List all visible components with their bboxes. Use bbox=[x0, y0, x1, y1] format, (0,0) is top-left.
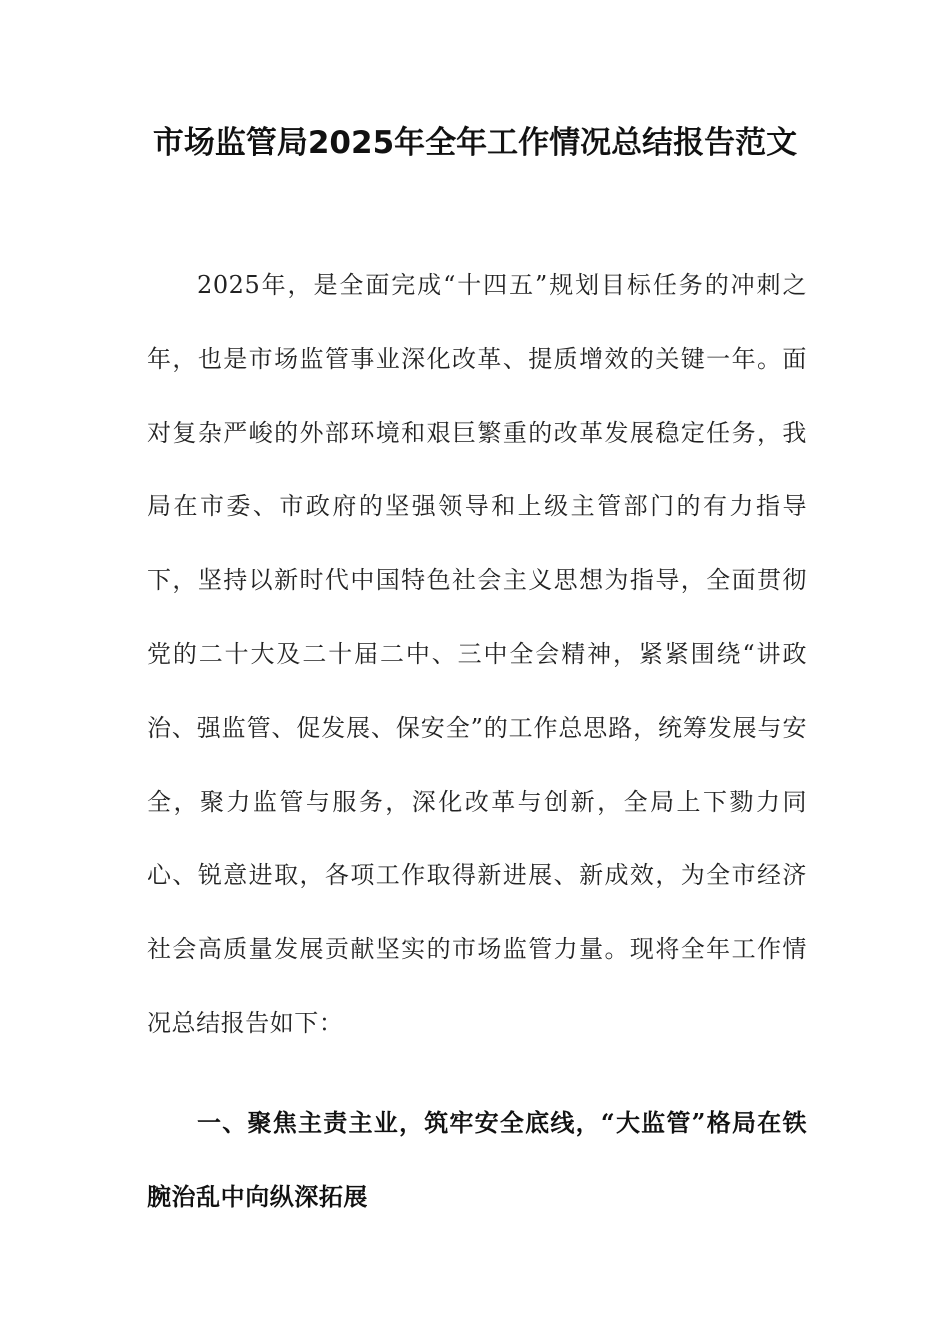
document-title: 市场监管局2025年全年工作情况总结报告范文 bbox=[152, 125, 798, 161]
intro-paragraph: 2025年，是全面完成“十四五”规划目标任务的冲刺之年，也是市场监管事业深化改革、提质增效的关键一年。面对复杂严峻的外部环境和艰巨繁重的改革发展稳定任务，我局在市委、市政府的坚强领导和上级主管部门的有力指导下，坚持以新时代中国特色社会主义思想为指导，全面贯彻党的二十大及二十届二中、三中全会精神，紧紧围绕“讲政治、强监管、促发展、保安全”的工作总思路，统筹发展与安全，聚力监管与服务，深化改革与创新，全局上下勠力同心、锐意进取，各项工作取得新进展、新成效，为全市经济社会高质量发展贡献坚实的市场监管力量。现将全年工作情况总结报告如下： bbox=[147, 271, 807, 1037]
section-1-heading: 一、聚焦主责主业，筑牢安全底线，“大监管”格局在铁腕治乱中向纵深拓展 bbox=[147, 1108, 807, 1211]
